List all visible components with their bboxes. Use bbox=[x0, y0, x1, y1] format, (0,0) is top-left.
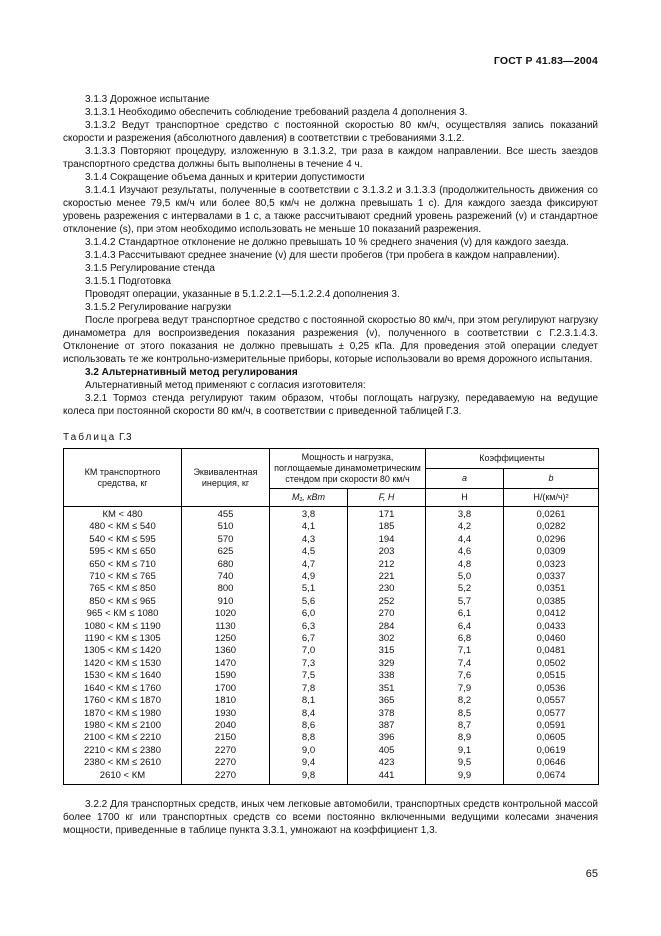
table-cell: 6,4 bbox=[426, 621, 504, 633]
table-cell: 252 bbox=[348, 596, 426, 608]
table-row bbox=[64, 559, 599, 571]
table-cell: 1020 bbox=[182, 608, 270, 620]
table-cell: 9,0 bbox=[270, 745, 348, 757]
table-cell: 4,7 bbox=[270, 559, 348, 571]
table-row bbox=[64, 695, 599, 707]
table-row bbox=[64, 683, 599, 695]
table-cell: 1760 < КМ ≤ 1870 bbox=[64, 695, 182, 707]
col-header-m: M₁, кВт bbox=[270, 489, 348, 507]
table-cell: 1305 < КМ ≤ 1420 bbox=[64, 645, 182, 657]
table-cell: КМ < 480 bbox=[64, 507, 182, 522]
table-cell: 1360 bbox=[182, 645, 270, 657]
table-cell: 0,0515 bbox=[504, 670, 599, 682]
table-cell: 0,0385 bbox=[504, 596, 599, 608]
table-cell: 0,0605 bbox=[504, 732, 599, 744]
table-cell: 1250 bbox=[182, 633, 270, 645]
table-row bbox=[64, 757, 599, 769]
table-cell: 351 bbox=[348, 683, 426, 695]
table-row bbox=[64, 596, 599, 608]
table-row bbox=[64, 670, 599, 682]
table-cell: 2610 < КМ bbox=[64, 770, 182, 785]
body-text bbox=[63, 93, 598, 418]
table-cell: 270 bbox=[348, 608, 426, 620]
table-cell: 1130 bbox=[182, 621, 270, 633]
table-cell: 2270 bbox=[182, 770, 270, 785]
table-cell: 9,9 bbox=[426, 770, 504, 785]
table-cell: 0,0282 bbox=[504, 521, 599, 533]
table-cell: 510 bbox=[182, 521, 270, 533]
table-row bbox=[64, 608, 599, 620]
table-cell: 0,0412 bbox=[504, 608, 599, 620]
table-cell: 800 bbox=[182, 583, 270, 595]
table-cell: 1930 bbox=[182, 708, 270, 720]
paragraph: 3.1.3 Дорожное испытание bbox=[85, 94, 210, 105]
table-cell: 405 bbox=[348, 745, 426, 757]
table-cell: 850 < КМ ≤ 965 bbox=[64, 596, 182, 608]
col-header-inertia: Эквивалентная инерция, кг bbox=[182, 449, 270, 507]
table-header bbox=[64, 449, 599, 507]
table-cell: 0,0674 bbox=[504, 770, 599, 785]
table-cell: 8,7 bbox=[426, 720, 504, 732]
data-table bbox=[63, 448, 599, 785]
table-cell: 0,0536 bbox=[504, 683, 599, 695]
table-cell: 302 bbox=[348, 633, 426, 645]
table-cell: 1470 bbox=[182, 658, 270, 670]
paragraph: 3.2.1 Тормоз стенда регулируют таким образом, чтобы поглощать нагрузку, передаваемую на ведущие колеса при постоянной скорости 80 км/ч, в соответствии с приведенной таблицей Г.3. bbox=[63, 393, 598, 417]
paragraph: 3.1.3.3 Повторяют процедуру, изложенную в 3.1.3.2, три раза в каждом направлении. Все шесть заездов транспортного средства должны быть выполнены в течение 4 ч. bbox=[63, 146, 598, 170]
table-cell: 8,8 bbox=[270, 732, 348, 744]
table-cell: 4,6 bbox=[426, 546, 504, 558]
table-row bbox=[64, 583, 599, 595]
table-cell: 765 < КМ ≤ 850 bbox=[64, 583, 182, 595]
table-cell: 230 bbox=[348, 583, 426, 595]
table-cell: 9,4 bbox=[270, 757, 348, 769]
table-cell: 1810 bbox=[182, 695, 270, 707]
table-cell: 2270 bbox=[182, 757, 270, 769]
table-cell: 680 bbox=[182, 559, 270, 571]
table-row bbox=[64, 770, 599, 785]
table-cell: 0,0502 bbox=[504, 658, 599, 670]
table-cell: 8,6 bbox=[270, 720, 348, 732]
table-cell: 7,9 bbox=[426, 683, 504, 695]
col-header-b-unit: Н/(км/ч)² bbox=[504, 489, 599, 507]
table-cell: 396 bbox=[348, 732, 426, 744]
paragraph: 3.1.5.2 Регулирование нагрузки bbox=[85, 302, 232, 313]
table-cell: 4,2 bbox=[426, 521, 504, 533]
paragraph: 3.1.3.2 Ведут транспортное средство с постоянной скоростью 80 км/ч, осуществляя запись показаний скорости и разрежения (абсолютного давления) в соответствии с требованиями 3.1.2. bbox=[63, 120, 598, 144]
table-cell: 378 bbox=[348, 708, 426, 720]
table-cell: 4,3 bbox=[270, 534, 348, 546]
table-row bbox=[64, 546, 599, 558]
table-row bbox=[64, 621, 599, 633]
table-cell: 3,8 bbox=[270, 507, 348, 522]
col-header-power-group: Мощность и нагрузка, поглощаемые динамометрическим стендом при скорости 80 км/ч bbox=[270, 449, 426, 489]
table-cell: 455 bbox=[182, 507, 270, 522]
table-row bbox=[64, 633, 599, 645]
table-cell: 965 < КМ ≤ 1080 bbox=[64, 608, 182, 620]
table-row bbox=[64, 507, 599, 522]
doc-number: ГОСТ Р 41.83—2004 bbox=[493, 55, 598, 67]
table-cell: 0,0351 bbox=[504, 583, 599, 595]
table-cell: 1420 < КМ ≤ 1530 bbox=[64, 658, 182, 670]
table-cell: 315 bbox=[348, 645, 426, 657]
table-cell: 7,5 bbox=[270, 670, 348, 682]
table-cell: 570 bbox=[182, 534, 270, 546]
table-row bbox=[64, 534, 599, 546]
table-cell: 365 bbox=[348, 695, 426, 707]
table-row bbox=[64, 521, 599, 533]
table-cell: 6,1 bbox=[426, 608, 504, 620]
table-cell: 595 < КМ ≤ 650 bbox=[64, 546, 182, 558]
table-cell: 0,0591 bbox=[504, 720, 599, 732]
table-cell: 2210 < КМ ≤ 2380 bbox=[64, 745, 182, 757]
table-cell: 7,4 bbox=[426, 658, 504, 670]
table-cell: 7,6 bbox=[426, 670, 504, 682]
table-cell: 1870 < КМ ≤ 1980 bbox=[64, 708, 182, 720]
table-cell: 0,0646 bbox=[504, 757, 599, 769]
table-cell: 0,0337 bbox=[504, 571, 599, 583]
table-cell: 1190 < КМ ≤ 1305 bbox=[64, 633, 182, 645]
table-cell: 8,2 bbox=[426, 695, 504, 707]
paragraph: 3.1.3.1 Необходимо обеспечить соблюдение требований раздела 4 дополнения 3. bbox=[85, 107, 468, 118]
table-cell: 8,5 bbox=[426, 708, 504, 720]
table-cell: 6,7 bbox=[270, 633, 348, 645]
table-row bbox=[64, 658, 599, 670]
table-row bbox=[64, 745, 599, 757]
table-cell: 0,0481 bbox=[504, 645, 599, 657]
col-header-a: a bbox=[426, 469, 504, 489]
table-cell: 625 bbox=[182, 546, 270, 558]
table-row bbox=[64, 708, 599, 720]
paragraph: 3.2.2 Для транспортных средств, иных чем легковые автомобили, транспортных средств контрольной массой более 1700 кг или транспортных средств со всеми постоянно включенными ведущими колесами значения мощности, приведенные в таблице пункта 3.3.1, умножают на коэффициент 1,3. bbox=[63, 798, 598, 836]
table-cell: 0,0323 bbox=[504, 559, 599, 571]
table-cell: 0,0433 bbox=[504, 621, 599, 633]
paragraph: После прогрева ведут транспортное средство с постоянной скоростью 80 км/ч, при этом регулируют нагрузку динамометра для воспроизведения показания разрежения (v), полученного в соответствии с Г.2.3.1.4.3. Отклонение от этого показания не должно превышать ± 0,25 кПа. Для проведения этой операции следует использовать те же контрольно-измерительные приборы, которые использовали во время дорожного испытания. bbox=[63, 315, 598, 365]
page-footer bbox=[586, 868, 598, 880]
table-cell: 2100 < КМ ≤ 2210 bbox=[64, 732, 182, 744]
table-cell: 9,1 bbox=[426, 745, 504, 757]
paragraph: 3.1.4.3 Рассчитывают среднее значение (v) для шести пробегов (три пробега в каждом направлении). bbox=[85, 250, 560, 261]
table-cell: 1590 bbox=[182, 670, 270, 682]
table-row bbox=[64, 720, 599, 732]
table-caption-word: Таблица bbox=[63, 432, 117, 443]
col-header-km: КМ транспортного средства, кг bbox=[64, 449, 182, 507]
table-cell: 0,0460 bbox=[504, 633, 599, 645]
table-cell: 171 bbox=[348, 507, 426, 522]
paragraph: 3.1.4.2 Стандартное отклонение не должно превышать 10 % среднего значения (v) для каждого заезда. bbox=[85, 237, 569, 248]
table-cell: 203 bbox=[348, 546, 426, 558]
table-cell: 1530 < КМ ≤ 1640 bbox=[64, 670, 182, 682]
table-cell: 441 bbox=[348, 770, 426, 785]
table-cell: 1640 < КМ ≤ 1760 bbox=[64, 683, 182, 695]
col-header-a-unit: Н bbox=[426, 489, 504, 507]
table-cell: 5,1 bbox=[270, 583, 348, 595]
table-cell: 194 bbox=[348, 534, 426, 546]
table-cell: 4,9 bbox=[270, 571, 348, 583]
table-cell: 5,7 bbox=[426, 596, 504, 608]
table-cell: 0,0261 bbox=[504, 507, 599, 522]
col-header-b: b bbox=[504, 469, 599, 489]
table-cell: 1080 < КМ ≤ 1190 bbox=[64, 621, 182, 633]
table-cell: 6,0 bbox=[270, 608, 348, 620]
paragraph: 3.2 Альтернативный метод регулирования bbox=[85, 367, 298, 378]
paragraph: 3.1.5.1 Подготовка bbox=[85, 276, 171, 287]
table-row bbox=[64, 645, 599, 657]
table-cell: 185 bbox=[348, 521, 426, 533]
table-cell: 650 < КМ ≤ 710 bbox=[64, 559, 182, 571]
table-cell: 1980 < КМ ≤ 2100 bbox=[64, 720, 182, 732]
table-cell: 6,3 bbox=[270, 621, 348, 633]
table-cell: 4,5 bbox=[270, 546, 348, 558]
table-cell: 2040 bbox=[182, 720, 270, 732]
paragraph: 3.1.4 Сокращение объема данных и критерии допустимости bbox=[85, 172, 365, 183]
table-cell: 9,5 bbox=[426, 757, 504, 769]
table-cell: 4,1 bbox=[270, 521, 348, 533]
paragraph: Альтернативный метод применяют с согласия изготовителя: bbox=[85, 380, 366, 391]
table-cell: 284 bbox=[348, 621, 426, 633]
table-cell: 710 < КМ ≤ 765 bbox=[64, 571, 182, 583]
table-cell: 0,0557 bbox=[504, 695, 599, 707]
paragraph: 3.1.5 Регулирование стенда bbox=[85, 263, 215, 274]
table-cell: 7,1 bbox=[426, 645, 504, 657]
table-cell: 2270 bbox=[182, 745, 270, 757]
table-row bbox=[64, 571, 599, 583]
table-cell: 423 bbox=[348, 757, 426, 769]
table-cell: 5,6 bbox=[270, 596, 348, 608]
table-cell: 3,8 bbox=[426, 507, 504, 522]
table-caption bbox=[63, 432, 598, 443]
table-cell: 0,0309 bbox=[504, 546, 599, 558]
paragraph: 3.1.4.1 Изучают результаты, полученные в соответствии с 3.1.3.2 и 3.1.3.3 (продолжительность движения со скоростью менее 79,5 км/ч или более 80,5 км/ч не должна превышать 1 с). Для каждого заезда фиксируют уровень разрежения с интервалами в 1 с, а также рассчитывают средний уровень разрежений (v) и стандартное отклонение (s), при этом необходимо использовать не меньше 10 показаний разрежения. bbox=[63, 185, 598, 235]
table-cell: 5,0 bbox=[426, 571, 504, 583]
table-cell: 7,8 bbox=[270, 683, 348, 695]
paragraph: Проводят операции, указанные в 5.1.2.2.1—5.1.2.2.4 дополнения 3. bbox=[85, 289, 400, 300]
table-cell: 0,0296 bbox=[504, 534, 599, 546]
table-caption-number: Г.3 bbox=[119, 432, 132, 443]
table-cell: 329 bbox=[348, 658, 426, 670]
table-cell: 480 < КМ ≤ 540 bbox=[64, 521, 182, 533]
table-cell: 5,2 bbox=[426, 583, 504, 595]
page-number: 65 bbox=[585, 868, 598, 880]
table-cell: 9,8 bbox=[270, 770, 348, 785]
table-cell: 4,8 bbox=[426, 559, 504, 571]
table-cell: 0,0619 bbox=[504, 745, 599, 757]
table-cell: 740 bbox=[182, 571, 270, 583]
table-cell: 8,4 bbox=[270, 708, 348, 720]
table-cell: 0,0577 bbox=[504, 708, 599, 720]
table-cell: 8,1 bbox=[270, 695, 348, 707]
table-cell: 7,3 bbox=[270, 658, 348, 670]
table-body bbox=[64, 507, 599, 785]
after-table-text bbox=[63, 798, 598, 837]
table-cell: 212 bbox=[348, 559, 426, 571]
table-cell: 2380 < КМ ≤ 2610 bbox=[64, 757, 182, 769]
table-cell: 387 bbox=[348, 720, 426, 732]
table-row bbox=[64, 732, 599, 744]
table-cell: 6,8 bbox=[426, 633, 504, 645]
table-cell: 221 bbox=[348, 571, 426, 583]
table-cell: 7,0 bbox=[270, 645, 348, 657]
table-cell: 338 bbox=[348, 670, 426, 682]
table-cell: 4,4 bbox=[426, 534, 504, 546]
table-cell: 8,9 bbox=[426, 732, 504, 744]
doc-header bbox=[63, 55, 598, 67]
table-cell: 910 bbox=[182, 596, 270, 608]
col-header-coeff-group: Коэффициенты bbox=[426, 449, 599, 469]
col-header-f: F, Н bbox=[348, 489, 426, 507]
table-cell: 2150 bbox=[182, 732, 270, 744]
table-cell: 540 < КМ ≤ 595 bbox=[64, 534, 182, 546]
table-cell: 1700 bbox=[182, 683, 270, 695]
